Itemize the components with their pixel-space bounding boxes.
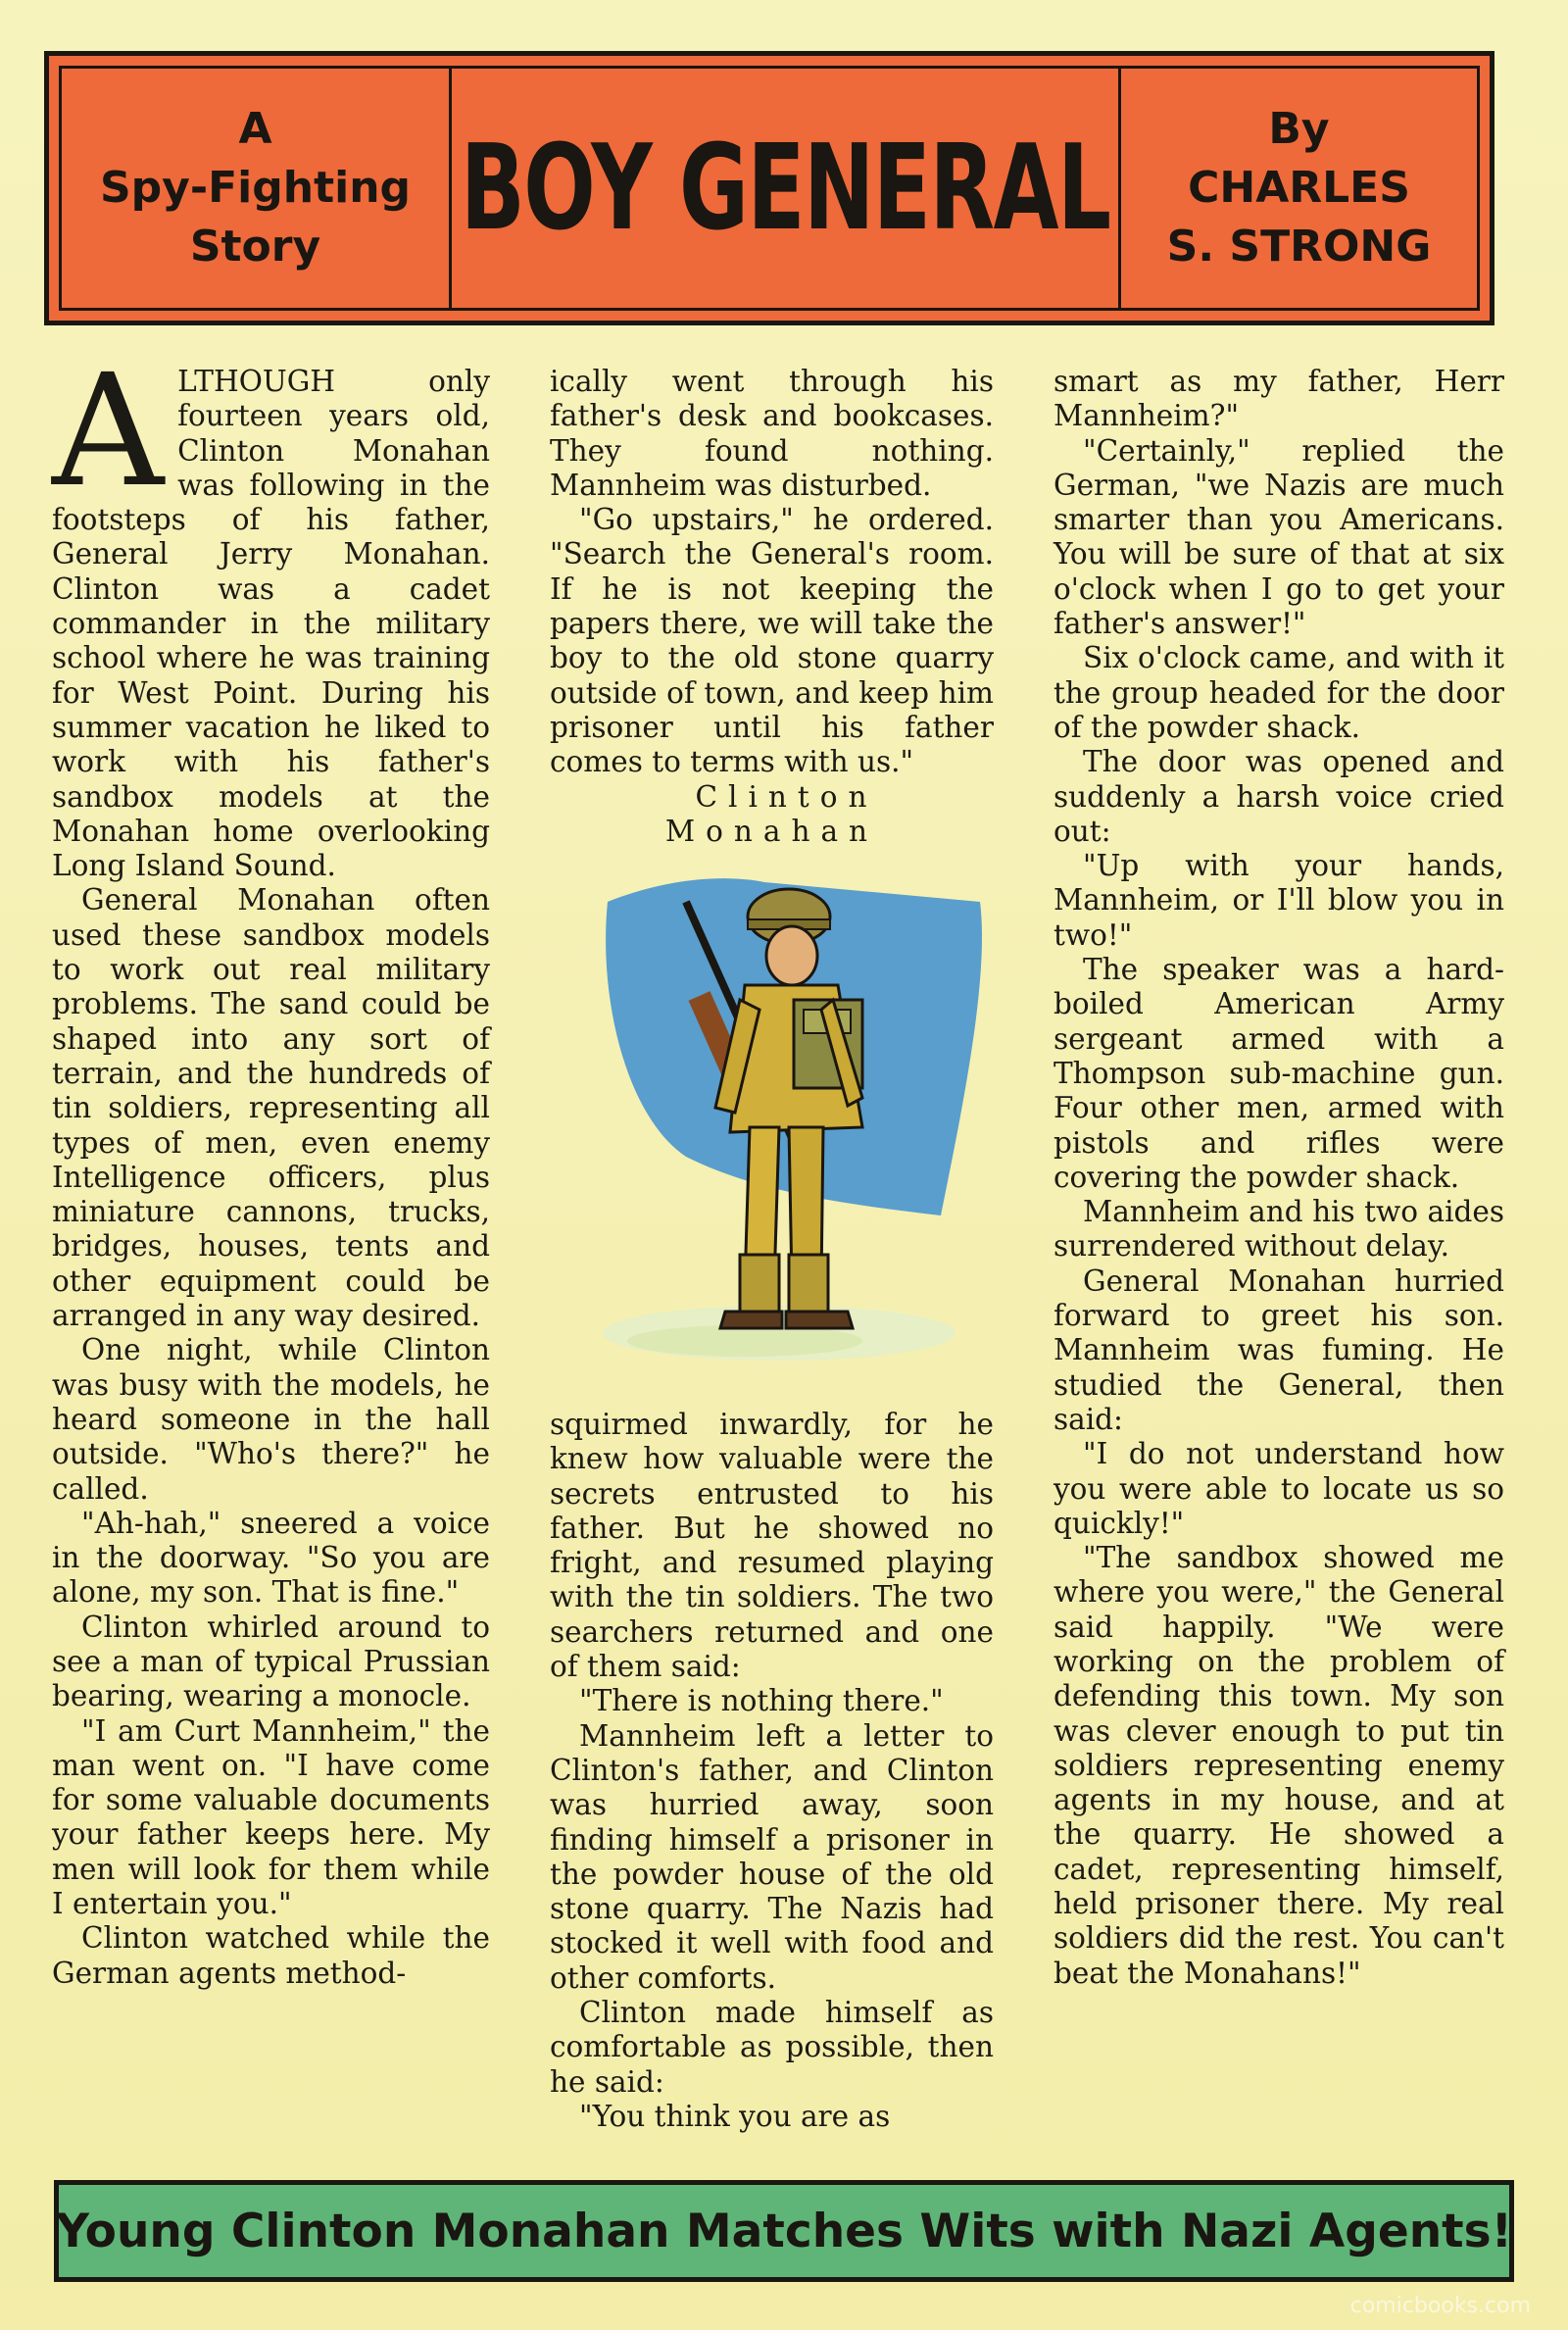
- paragraph: [52, 341, 490, 883]
- story-title: BOY GENERAL: [460, 120, 1110, 257]
- paragraph: Clinton whirled around to see a man of typical Prussian bearing, wearing a monocle.: [52, 1610, 490, 1713]
- paragraph: "You think you are as: [579, 2099, 891, 2133]
- paragraph: smart as my father, Herr Mannheim?": [1054, 365, 1504, 433]
- story-type-line: Story: [189, 222, 321, 272]
- author-line: S. STRONG: [1166, 222, 1432, 272]
- paragraph: Clinton watched while the German agents method-: [52, 1921, 490, 1990]
- paragraph: "Ah-hah," sneered a voice in the doorway. "So you are alone, my son. That is fine.": [52, 1506, 490, 1610]
- paragraph: "The sandbox showed me where you were," the General said happily. "We were working on the problem of defending this town. My son was clever enough to put tin soldiers representing enemy agents in my house, and at the quarry. He showed a cadet, representing himself, held prisoner there. My real soldiers did the rest. You can't beat the Monahans!": [1054, 1541, 1504, 1990]
- paragraph: General Monahan often used these sandbox models to work out real military problems. The sand could be shaped into any sort of terrain, and the hundreds of tin soldiers, representing all types of men, even enemy Intelligence officers, plus miniature cannons, trucks, bridges, houses, tents and other equipment could be arranged in any way desired.: [52, 883, 490, 1333]
- paragraph: "I am Curt Mannheim," the man went on. "I have come for some valuable documents your father keeps here. My men will look for them while I entertain you.": [52, 1713, 490, 1921]
- text-column-3: [1054, 365, 1504, 1991]
- text-column-2-bottom: [550, 1408, 994, 2134]
- caption-text: Young Clinton Monahan Matches Wits with Nazi Agents!: [55, 2204, 1513, 2258]
- watermark: comicbooks.com: [1349, 2294, 1531, 2318]
- paragraph: Clinton Monahan: [664, 779, 879, 848]
- story-type-line: Spy-Fighting: [99, 163, 412, 213]
- paragraph: "I do not understand how you were able to locate us so quickly!": [1054, 1437, 1504, 1540]
- title-banner: [44, 51, 1494, 325]
- paragraph: One night, while Clinton was busy with the models, he heard someone in the hall outside. "Who's there?" he called.: [52, 1333, 490, 1506]
- paragraph: Clinton made himself as comfortable as possible, then he said:: [550, 1996, 994, 2099]
- text-column-1: [52, 341, 490, 1991]
- author-credit: [1121, 69, 1477, 308]
- paragraph-text: LTHOUGH only fourteen years old, Clinton Monahan was following in the footsteps of his father, General Jerry Monahan. Clinton was a cadet commander in the military school where he was training for West Point. During his summer vacation he liked to work with his father's sandbox models at the Monahan home overlooking Long Island Sound.: [52, 365, 490, 883]
- paragraph: squirmed inwardly, for he knew how valuable were the secrets entrusted to his father. But he showed no fright, and resumed playing with the tin soldiers. The two searchers returned and one of them said:: [550, 1408, 994, 1684]
- paragraph: The door was opened and suddenly a harsh voice cried out:: [1054, 745, 1504, 848]
- paragraph: "Up with your hands, Mannheim, or I'll blow you in two!": [1054, 849, 1504, 952]
- paragraph: The speaker was a hard-boiled American Army sergeant armed with a Thompson sub-machine gun. Four other men, armed with pistols and rifles were covering the powder shack.: [1054, 953, 1504, 1194]
- paragraph: "There is nothing there.": [579, 1684, 944, 1718]
- paragraph: Six o'clock came, and with it the group headed for the door of the powder shack.: [1054, 641, 1504, 744]
- paragraph: "Go upstairs," he ordered. "Search the General's room. If he is not keeping the papers there, we will take the boy to the old stone quarry outside of town, and keep him prisoner until his father comes to terms with us.": [550, 503, 994, 779]
- story-title-box: [452, 69, 1121, 308]
- paragraph: Mannheim left a letter to Clinton's father, and Clinton was hurried away, soon finding himself a prisoner in the powder house of the old stone quarry. The Nazis had stocked it well with food and other comforts.: [550, 1718, 994, 1995]
- story-type-label: [62, 69, 452, 308]
- author-line: CHARLES: [1188, 163, 1410, 213]
- paragraph: "Certainly," replied the German, "we Nazis are much smarter than you Americans. You will be sure of that at six o'clock when I go to get your father's answer!": [1054, 433, 1504, 641]
- story-type-line: A: [238, 104, 272, 154]
- paragraph: ically went through his father's desk and bookcases. They found nothing. Mannheim was disturbed.: [550, 365, 994, 502]
- paragraph: General Monahan hurried forward to greet his son. Mannheim was fuming. He studied the General, then said:: [1054, 1264, 1504, 1436]
- author-line: By: [1268, 104, 1330, 154]
- drop-cap: A: [52, 341, 165, 521]
- caption-banner: [54, 2180, 1514, 2282]
- paragraph: Mannheim and his two aides surrendered without delay.: [1054, 1195, 1504, 1264]
- text-column-2-top: [550, 365, 994, 849]
- soldier-with-rifle-icon: [568, 863, 1000, 1372]
